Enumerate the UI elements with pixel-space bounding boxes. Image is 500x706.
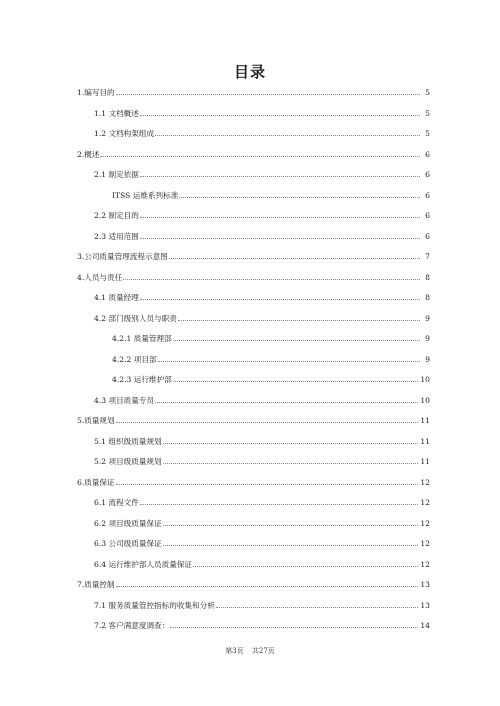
toc-entry[interactable]	[94, 452, 430, 466]
toc-page-number: 12	[420, 498, 430, 507]
toc-entry-label: 6.4 运行维护部人员质量保证	[94, 559, 193, 569]
toc-page-number: 8	[425, 272, 430, 282]
page-footer	[0, 646, 500, 656]
toc-leader-dots	[179, 196, 420, 198]
toc-page-number: 10	[420, 395, 430, 405]
toc-leader-dots	[158, 360, 420, 362]
toc-leader-dots	[100, 155, 420, 157]
toc-leader-dots	[140, 237, 420, 239]
toc-entry-label: 4.人员与责任	[77, 272, 123, 282]
toc-page-number: 12	[420, 477, 430, 487]
toc-entry[interactable]	[112, 329, 430, 343]
toc-entry-label: ITSS 运维系列标准	[112, 190, 179, 200]
toc-leader-dots	[116, 421, 419, 423]
toc-page-number: 8	[425, 293, 430, 302]
toc-entry[interactable]	[94, 309, 430, 323]
toc-entry[interactable]	[112, 370, 430, 384]
toc-leader-dots	[123, 278, 420, 280]
toc-leader-dots	[163, 524, 419, 526]
toc-entry[interactable]	[94, 514, 430, 528]
toc-entry[interactable]	[94, 104, 430, 118]
toc-leader-dots	[216, 606, 419, 608]
toc-page-number: 7	[425, 252, 430, 261]
toc-entry[interactable]	[94, 596, 430, 610]
toc-entry[interactable]	[94, 227, 430, 241]
toc-page-number: 5	[425, 108, 430, 118]
toc-entry-label: 2.2 制定目的	[94, 211, 139, 220]
toc-leader-dots	[116, 585, 419, 587]
toc-entry[interactable]	[94, 493, 430, 507]
toc-entry[interactable]	[77, 145, 430, 159]
toc-entry[interactable]	[77, 411, 430, 425]
toc-entry-label: 4.1 质量经理	[94, 293, 139, 302]
toc-leader-dots	[140, 175, 420, 177]
toc-leader-dots	[163, 544, 419, 546]
toc-entry-label: 6.3 公司级质量保证	[94, 539, 162, 548]
toc-entry[interactable]	[77, 83, 430, 97]
toc-entry[interactable]	[94, 432, 430, 446]
toc-page-number: 6	[425, 190, 430, 200]
toc-entry-label: 6.2 项目级质量保证	[94, 518, 162, 528]
toc-page-number: 9	[425, 334, 430, 343]
toc-entry-label: 3.公司质量管理流程示意图	[77, 252, 168, 261]
toc-entry[interactable]	[94, 288, 430, 302]
toc-leader-dots	[193, 565, 418, 567]
toc-entry[interactable]	[94, 391, 430, 405]
toc-leader-dots	[163, 462, 419, 464]
toc-entry[interactable]	[94, 555, 430, 569]
toc-entry[interactable]	[94, 616, 430, 630]
toc-entry[interactable]	[77, 473, 430, 487]
toc-entry-label: 4.2 部门级别人员与职责	[94, 313, 177, 323]
toc-page-number: 10	[420, 375, 430, 384]
toc-entry-label: 1.2 文档构架组成	[94, 129, 155, 138]
toc-page-number: 9	[425, 354, 430, 364]
toc-leader-dots	[140, 114, 420, 116]
toc-page-number: 6	[425, 211, 430, 220]
toc-page-number: 11	[420, 436, 430, 446]
toc-entry[interactable]	[94, 124, 430, 138]
toc-entry-label: 4.2.3 运行维护部	[112, 375, 172, 384]
toc-entry[interactable]	[77, 575, 430, 589]
toc-entry-label: 7.质量控制	[77, 580, 115, 589]
toc-leader-dots	[140, 298, 420, 300]
toc-page-number: 13	[420, 600, 430, 610]
toc-entry-label: 2.概述	[77, 149, 100, 159]
toc-entry-label: 2.1 制定依据	[94, 170, 139, 179]
toc-leader-dots	[155, 401, 418, 403]
toc-page-number: 12	[420, 539, 430, 548]
toc-entry[interactable]	[112, 350, 430, 364]
toc-leader-dots	[170, 626, 418, 628]
toc-leader-dots	[163, 442, 419, 444]
toc-leader-dots	[116, 483, 419, 485]
toc-page-number: 12	[420, 559, 430, 569]
toc-entry-label: 6.1 流程文件	[94, 498, 139, 507]
toc-page-number: 9	[425, 313, 430, 323]
toc-entry-label: 1.编写目的	[77, 88, 115, 97]
toc-entry-label: 4.2.2 项目部	[112, 354, 157, 364]
toc-page-number: 5	[425, 129, 430, 138]
toc-page-number: 12	[420, 518, 430, 528]
toc-leader-dots	[173, 380, 419, 382]
toc-entry-label: 6.质量保证	[77, 477, 115, 487]
toc-leader-dots	[155, 134, 420, 136]
toc-leader-dots	[178, 319, 420, 321]
toc-title: 目录	[233, 63, 266, 81]
toc-page-number: 14	[420, 621, 430, 630]
toc-page-number: 13	[420, 580, 430, 589]
toc-entry[interactable]	[94, 165, 430, 179]
toc-entry-label: 7.1 服务质量管控指标的收集和分析	[94, 600, 215, 610]
toc-entry-label: 4.2.1 质量管理部	[112, 334, 172, 343]
toc-entry[interactable]	[77, 247, 430, 261]
toc-entry-label: 5.2 项目级质量规划	[94, 457, 162, 466]
toc-page-number: 6	[425, 170, 430, 179]
toc-entry[interactable]	[94, 534, 430, 548]
toc-entry[interactable]	[94, 206, 430, 220]
toc-entry[interactable]	[112, 186, 430, 200]
toc-page-number: 11	[420, 416, 430, 425]
toc-leader-dots	[140, 216, 420, 218]
toc-entry-label: 2.3 适用范围	[94, 231, 139, 241]
toc-page-number: 6	[425, 149, 430, 159]
toc-entry-label: 7.2 客户满意度调查：	[94, 621, 170, 630]
toc-entry-label: 1.1 文档概述	[94, 108, 139, 118]
toc-leader-dots	[169, 257, 420, 259]
toc-leader-dots	[116, 93, 420, 95]
toc-entry[interactable]	[77, 268, 430, 282]
toc-entry-label: 4.3 项目质量专员	[94, 395, 155, 405]
current-page-label: 第3页	[225, 647, 244, 655]
toc-leader-dots	[140, 503, 418, 505]
toc-page-number: 11	[420, 457, 430, 466]
toc-page-number: 6	[425, 231, 430, 241]
total-pages-label: 共27页	[251, 647, 275, 655]
toc-entry-label: 5.质量规划	[77, 416, 115, 425]
toc-leader-dots	[173, 339, 420, 341]
toc-entry-label: 5.1 组织级质量规划	[94, 436, 162, 446]
toc-page-number: 5	[425, 88, 430, 97]
